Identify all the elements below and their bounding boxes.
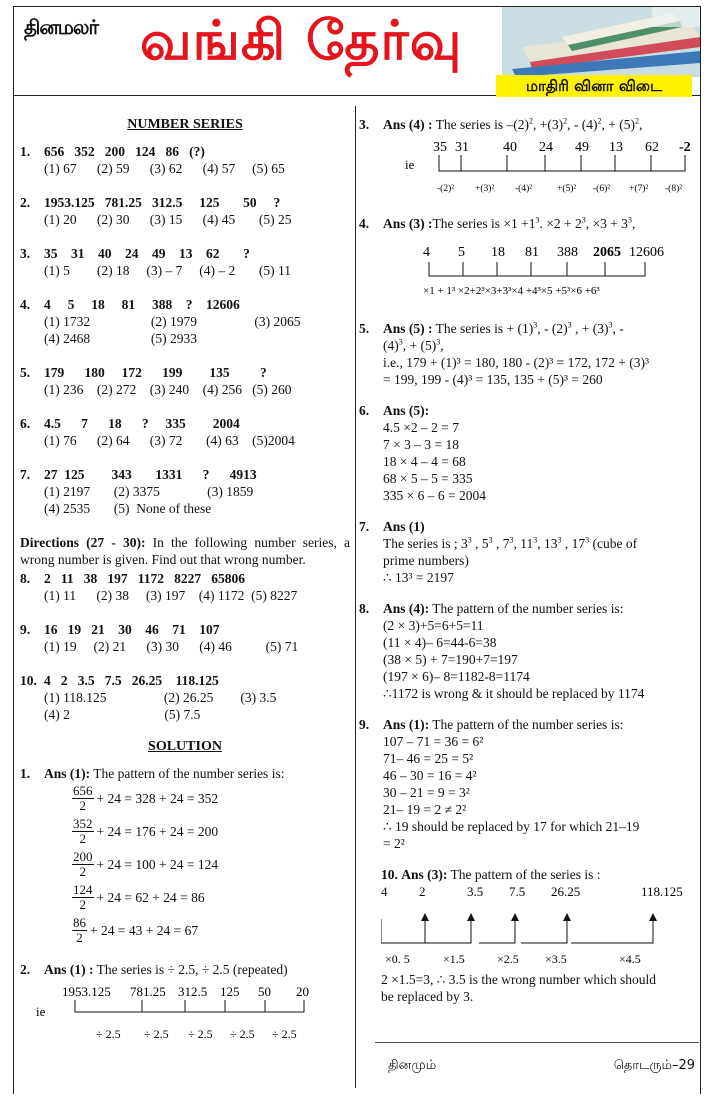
solution-number: 1.	[20, 766, 31, 781]
solution-2	[20, 961, 350, 1048]
series-number: 118.125	[641, 884, 683, 899]
solution-line: ∴1172 is wrong & it should be replaced by 1174	[383, 686, 645, 701]
frac-rest: + 24 = 100 + 24 = 124	[96, 857, 219, 872]
solution-answer: Ans (5) :	[383, 321, 433, 336]
question-stem: 179 180 172 199 135 ?	[44, 365, 267, 380]
question-8	[20, 570, 350, 604]
solution-6	[359, 402, 699, 504]
solution-3: 3. Ans (4) : The series is $-(2)^2$, $+(3)^2$, - $(4)^2$, + $(5)^2$, 35 31 40 24 49 13 62 -2 ie -(2)² +(3)² -(4)² +(5)² -(6)² +(7)² -(8)²	[383, 116, 699, 199]
solution-1	[20, 765, 350, 947]
solution-9	[359, 716, 699, 852]
series-number: 12606	[629, 245, 664, 260]
solution-answer: Ans (5):	[383, 403, 430, 418]
solution-line: 107 – 71 = 36 = 6²	[383, 734, 484, 749]
solution-line: 21– 19 = 2 ≠ 2²	[383, 802, 467, 817]
question-options: (1) 11 (2) 38 (3) 197 (4) 1172 (5) 8227	[44, 588, 298, 603]
question-stem: 2 11 38 197 1172 8227 65806	[44, 571, 246, 586]
series-number: 2065	[593, 245, 621, 260]
series-number: 49	[575, 140, 589, 155]
solution-number: 5.	[359, 321, 370, 336]
series-number: 40	[503, 140, 517, 155]
question-options: (1) 67 (2) 59 (3) 62 (4) 57 (5) 65	[44, 161, 285, 176]
series-number: 388	[557, 245, 578, 260]
series-diagram-2	[20, 982, 330, 1044]
series-operation: +(5)²	[557, 184, 577, 194]
series-number: 3.5	[467, 884, 484, 899]
series-number: 312.5	[178, 984, 208, 999]
solution-text: The pattern of the number series is:	[429, 601, 624, 616]
series-operation: ÷ 2.5	[144, 1027, 169, 1041]
series-number: 2	[419, 884, 426, 899]
series-operation: +(3)²	[475, 184, 495, 194]
arrow-heads	[421, 913, 657, 921]
question-number: 7.	[20, 467, 31, 482]
frac-rest: + 24 = 43 + 24 = 67	[90, 923, 199, 938]
frac-rest: + 24 = 176 + 24 = 200	[96, 824, 219, 839]
series-brackets	[381, 919, 653, 943]
question-options: (1) 19 (2) 21 (3) 30 (4) 46 (5) 71	[44, 639, 299, 654]
series-number: 81	[525, 245, 539, 260]
frac-num: 656	[73, 783, 93, 798]
solution-number: 10.	[381, 867, 398, 882]
question-number: 6.	[20, 416, 31, 431]
solution-line: 30 – 21 = 9 = 3²	[383, 785, 470, 800]
question-number: 1.	[20, 144, 31, 159]
series-operation: ×1.5	[443, 952, 465, 966]
series-number: 4	[381, 884, 388, 899]
frac-den: 2	[79, 864, 86, 879]
solution-answer: Ans (4):	[383, 601, 430, 616]
series-operation: -(2)²	[437, 184, 455, 194]
series-brackets	[75, 1000, 304, 1012]
frac-rest: + 24 = 328 + 24 = 352	[96, 791, 219, 806]
series-diagram-3	[383, 133, 699, 195]
fraction-row	[20, 881, 350, 914]
fraction-row	[20, 782, 350, 815]
question-stem: 27 125 343 1331 ? 4913	[44, 467, 257, 482]
question-number: 8.	[20, 571, 31, 586]
question-options: (4) 2 (5) 7.5	[44, 707, 201, 722]
question-10	[20, 672, 350, 723]
series-number: 5	[458, 245, 465, 260]
solution-line: (2 × 3)+5=6+5=11	[383, 618, 484, 633]
solution-number: 9.	[359, 717, 370, 732]
series-operation: ×4.5	[619, 952, 641, 966]
solution-answer: Ans (3):	[401, 867, 448, 882]
question-4	[20, 296, 350, 347]
question-9	[20, 621, 350, 655]
questions-heading: NUMBER SERIES	[127, 117, 243, 132]
banner-subtitle: மாதிரி வினா விடை	[496, 75, 692, 97]
newspaper-logo: தினமலர்	[24, 15, 98, 39]
question-options: (4) 2535 (5) None of these	[44, 501, 212, 516]
question-options: (1) 118.125 (2) 26.25 (3) 3.5	[44, 690, 277, 705]
banner-title: வங்கி தேர்வு	[140, 9, 463, 72]
question-number: 10.	[20, 673, 37, 688]
series-number: 4	[423, 245, 430, 260]
solution-answer: Ans (3) :	[383, 216, 433, 231]
footer-continued-text: தொடரும்–29	[613, 1058, 695, 1073]
question-1	[20, 143, 350, 177]
solution-number: 2.	[20, 962, 31, 977]
solution-5: 5. Ans (5) : The series is + $(1)^3$, - $(2)^3$ , + $(3)^3$, - $(4)^3$, + $(5)^3$, i.e., 179 + (1)³ = 180, 180 - (2)³ = 172, 172 + (3)³ = 199, 199 - (4)³ = 135, 135 + (5)³ = 260	[383, 320, 699, 388]
question-stem: 4 5 18 81 388 ? 12606	[44, 297, 240, 312]
question-options: (1) 2197 (2) 3375 (3) 1859	[44, 484, 254, 499]
series-number: 31	[455, 140, 469, 155]
series-diagram-4	[383, 238, 699, 300]
fraction-row	[20, 815, 350, 848]
ie-label: ie	[36, 1004, 46, 1019]
question-options: (4) 2468 (5) 2933	[44, 331, 197, 346]
frac-num: 86	[73, 915, 86, 930]
solution-line: 68 × 5 – 5 = 335	[383, 471, 473, 486]
series-brackets	[429, 262, 645, 276]
series-operation: ×0. 5	[385, 952, 410, 966]
question-options: (1) 5 (2) 18 (3) – 7 (4) – 2 (5) 11	[44, 263, 291, 278]
solution-line: 71– 46 = 25 = 5²	[383, 751, 474, 766]
solution-number: 7.	[359, 519, 370, 534]
series-number: 781.25	[130, 984, 166, 999]
left-column	[20, 112, 350, 1062]
series-number: 50	[258, 984, 271, 999]
solution-answer: Ans (1):	[383, 717, 430, 732]
solution-line: prime numbers)	[383, 553, 469, 568]
solution-line: = 199, 199 - (4)³ = 135, 135 + (5)³ = 260	[383, 372, 603, 387]
ie-label: ie	[405, 157, 415, 172]
series-number: 1953.125	[62, 984, 111, 999]
column-divider	[355, 106, 356, 1088]
right-border	[700, 96, 701, 1094]
series-operations: ×1 + 1³ ×2+2³×3+3³×4 +4³×5 +5³×6 +6³	[423, 285, 600, 297]
question-number: 9.	[20, 622, 31, 637]
question-number: 4.	[20, 297, 31, 312]
question-options: (1) 1732 (2) 1979 (3) 2065	[44, 314, 301, 329]
fraction-row	[20, 848, 350, 881]
solution-number: 6.	[359, 403, 370, 418]
series-operation: -(6)²	[593, 184, 611, 194]
series-number: 20	[296, 984, 309, 999]
series-operation: -(8)²	[665, 184, 683, 194]
series-number: 13	[609, 140, 623, 155]
question-6	[20, 415, 350, 449]
solution-number: 3.	[359, 117, 370, 132]
solution-10	[381, 866, 699, 1005]
frac-den: 2	[79, 798, 86, 813]
series-number: 7.5	[509, 884, 526, 899]
series-operation: +(7)²	[629, 184, 649, 194]
series-number: 62	[645, 140, 659, 155]
question-stem: 4.5 7 18 ? 335 2004	[44, 416, 240, 431]
frac-den: 2	[79, 897, 86, 912]
solution-text: The pattern of the number series is:	[90, 766, 285, 781]
series-operation: ×3.5	[545, 952, 567, 966]
question-5	[20, 364, 350, 398]
question-2	[20, 194, 350, 228]
solution-7: 7. Ans (1) The series is ; $3^3$ , $5^3$ , $7^3$, $11^3$, $13^3$ , $17^3$ (cube of prime numbers) ∴ 13³ = 2197	[383, 518, 699, 586]
solution-number: 8.	[359, 601, 370, 616]
question-3	[20, 245, 350, 279]
solution-text: The series is ÷ 2.5, ÷ 2.5 (repeated)	[93, 962, 288, 977]
solution-line: ∴ 13³ = 2197	[383, 570, 454, 585]
frac-num: 352	[73, 816, 93, 831]
solution-8	[359, 600, 699, 702]
series-number: -2	[679, 140, 691, 155]
footer-left-text: தினமும்	[388, 1058, 437, 1073]
frac-den: 2	[79, 831, 86, 846]
fraction-row	[20, 914, 350, 947]
solution-line: 7 × 3 – 3 = 18	[383, 437, 459, 452]
solution-line: 2 ×1.5=3, ∴ 3.5 is the wrong number which should	[381, 972, 657, 987]
question-7	[20, 466, 350, 517]
series-operation: ÷ 2.5	[272, 1027, 297, 1041]
header-banner	[13, 6, 701, 96]
solution-number: 4.	[359, 216, 370, 231]
left-border	[13, 96, 14, 1094]
directions-label: Directions (27 - 30):	[20, 535, 146, 550]
question-options: (1) 236 (2) 272 (3) 240 (4) 256 (5) 260	[44, 382, 292, 397]
frac-rest: + 24 = 62 + 24 = 86	[96, 890, 205, 905]
frac-num: 124	[73, 882, 93, 897]
series-number: 125	[220, 984, 240, 999]
directions	[20, 534, 350, 568]
question-number: 3.	[20, 246, 31, 261]
solution-4: 4. Ans (3) :The series is $\times 1 +1^3$. $\times 2 + 2^3$, $\times 3 + 3^3$, 4 5 18 81 388 2065 12606 ×1 + 1³ ×2+2³×3+3³×4 +4³×5 +5³×6 +6³	[383, 215, 699, 304]
series-number: 24	[539, 140, 553, 155]
solution-answer: Ans (1) :	[44, 962, 94, 977]
solution-line: 4.5 ×2 – 2 = 7	[383, 420, 459, 435]
solution-text: The pattern of the number series is:	[429, 717, 624, 732]
series-operation: ×2.5	[497, 952, 519, 966]
solution-answer: Ans (4) :	[383, 117, 433, 132]
right-column	[359, 116, 699, 1019]
question-stem: 1953.125 781.25 312.5 125 50 ?	[44, 195, 281, 210]
question-number: 2.	[20, 195, 31, 210]
solution-line: = 2²	[383, 836, 405, 851]
solution-line: 18 × 4 – 4 = 68	[383, 454, 466, 469]
solution-line: 335 × 6 – 6 = 2004	[383, 488, 486, 503]
frac-num: 200	[73, 849, 93, 864]
frac-den: 2	[76, 930, 83, 945]
series-number: 18	[491, 245, 505, 260]
solution-line: 46 – 30 = 16 = 4²	[383, 768, 477, 783]
solution-text: The pattern of the series is :	[447, 867, 601, 882]
solution-heading: SOLUTION	[148, 739, 222, 754]
solution-answer: Ans (1):	[44, 766, 91, 781]
directions-text: In the following number series, a wrong number is given. Find out that wrong number.	[20, 535, 350, 567]
series-operation: ÷ 2.5	[230, 1027, 255, 1041]
solution-line: be replaced by 3.	[381, 989, 474, 1004]
solution-line: (38 × 5) + 7=190+7=197	[383, 652, 518, 667]
series-operation: ÷ 2.5	[96, 1027, 121, 1041]
question-number: 5.	[20, 365, 31, 380]
question-stem: 35 31 40 24 49 13 62 ?	[44, 246, 250, 261]
series-operation: ÷ 2.5	[188, 1027, 213, 1041]
solution-line: ∴ 19 should be replaced by 17 for which 21–19	[383, 819, 640, 834]
question-options: (1) 20 (2) 30 (3) 15 (4) 45 (5) 25	[44, 212, 292, 227]
solution-line: (11 × 4)– 6=44-6=38	[383, 635, 497, 650]
solution-answer: Ans (1)	[383, 519, 425, 534]
solution-line: (197 × 6)– 8=1182-8=1174	[383, 669, 530, 684]
question-options: (1) 76 (2) 64 (3) 72 (4) 63 (5)2004	[44, 433, 295, 448]
question-stem: 656 352 200 124 86 (?)	[44, 144, 205, 159]
footer-rule	[375, 1042, 699, 1043]
books-illustration	[502, 7, 700, 77]
solution-line: i.e., 179 + (1)³ = 180, 180 - (2)³ = 172, 172 + (3)³	[383, 355, 650, 370]
series-number: 26.25	[551, 884, 581, 899]
series-operation: -(4)²	[515, 184, 533, 194]
question-stem: 16 19 21 30 46 71 107	[44, 622, 220, 637]
series-number: 35	[433, 140, 447, 155]
series-diagram-10	[381, 883, 697, 967]
series-brackets	[439, 155, 685, 171]
question-stem: 4 2 3.5 7.5 26.25 118.125	[44, 673, 219, 688]
